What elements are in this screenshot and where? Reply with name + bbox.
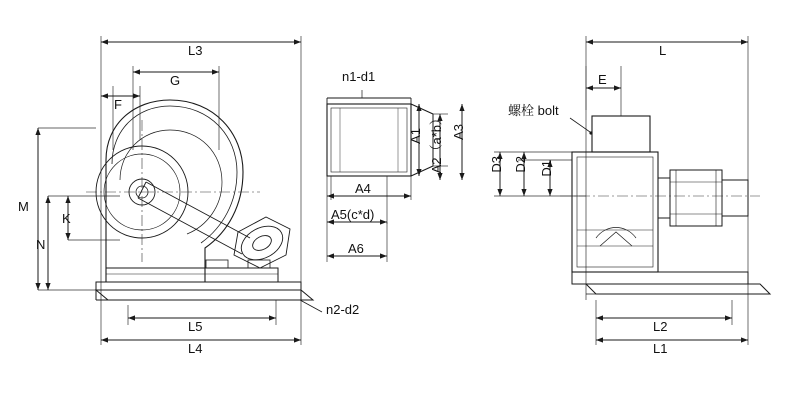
dimension-label-A6: A6 [348, 241, 364, 256]
dimension-label-A2: A2（a*b） [429, 112, 444, 174]
dimension-label-E: E [598, 72, 607, 87]
callout-label-n1-d1: n1-d1 [342, 69, 376, 84]
dimension-label-F: F [114, 97, 122, 112]
dimension-label-A3: A3 [451, 124, 466, 140]
dimension-label-L5: L5 [188, 319, 203, 334]
dimension-label-A4: A4 [355, 181, 371, 196]
dimension-label-G: G [170, 73, 181, 88]
dimension-label-D2: D2 [513, 156, 528, 173]
dimension-label-D3: D3 [489, 156, 504, 173]
dimension-label-L4: L4 [188, 341, 203, 356]
dimension-label-L3: L3 [188, 43, 203, 58]
side-view-geometry [494, 36, 770, 345]
dimension-label-A1: A1 [408, 128, 423, 144]
dimension-label-L: L [659, 43, 667, 58]
dimension-label-K: K [62, 211, 71, 226]
dimension-label-A5: A5(c*d) [331, 207, 375, 222]
dimension-label-N: N [36, 237, 46, 252]
dimension-label-L1: L1 [653, 341, 668, 356]
callout-label-n2-d2: n2-d2 [326, 302, 360, 317]
dimension-label-D1: D1 [539, 160, 554, 177]
dimension-label-L2: L2 [653, 319, 668, 334]
dimension-label-M: M [18, 199, 29, 214]
callout-label-bolt: 螺栓 bolt [508, 103, 559, 118]
